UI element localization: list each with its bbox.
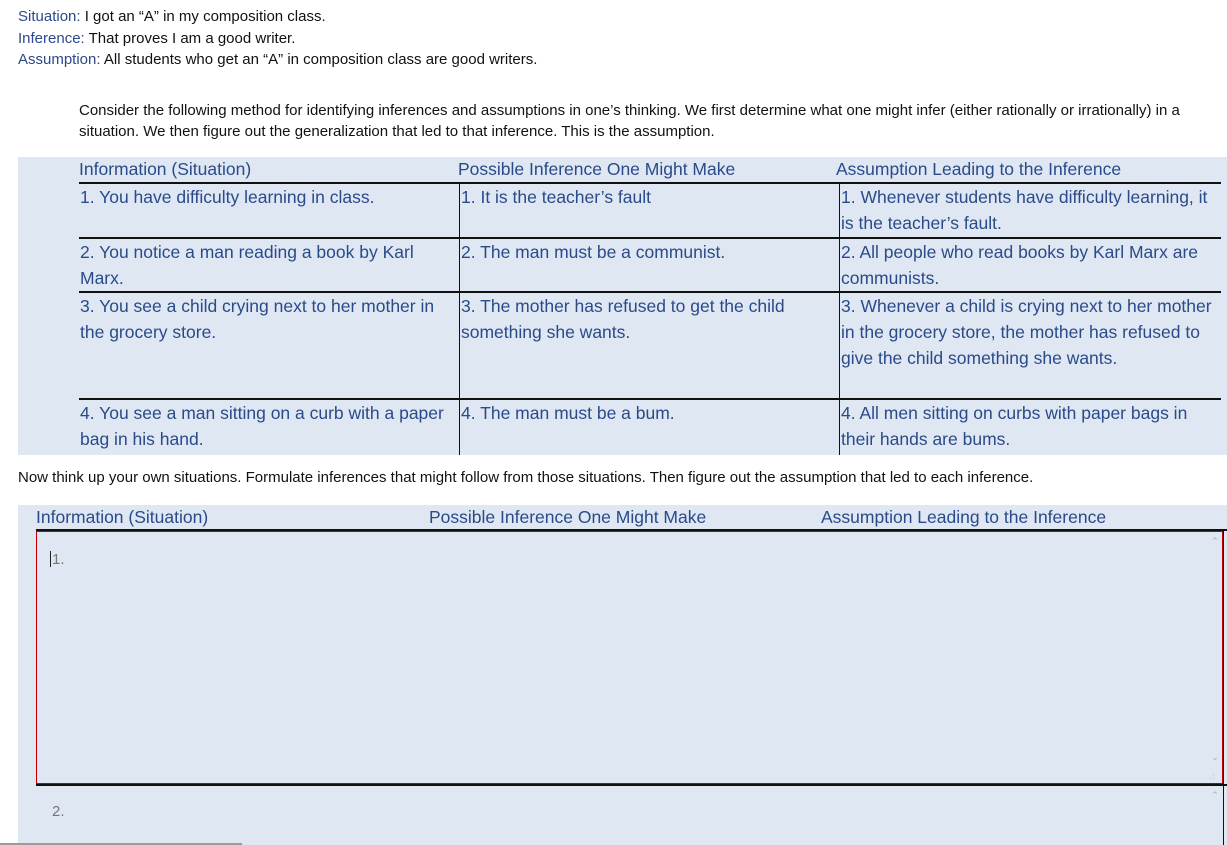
input-header-assumption: Assumption Leading to the Inference bbox=[821, 507, 1107, 527]
resize-grip-icon[interactable]: .: bbox=[1209, 772, 1216, 781]
header-information: Information (Situation) bbox=[79, 159, 252, 179]
example-assumption bbox=[18, 51, 537, 69]
scrollbar[interactable] bbox=[1207, 787, 1223, 845]
instructions-text: Now think up your own situations. Formulate inferences that might follow from those situations. Then figure out the assumption that led to each inference. bbox=[18, 469, 1034, 486]
table-cell: 2. You notice a man reading a book by Karl Marx. bbox=[80, 242, 414, 288]
field-1-number: 1. bbox=[52, 551, 65, 568]
example-situation bbox=[18, 8, 326, 26]
chevron-up-icon[interactable]: ⌃ bbox=[1211, 536, 1219, 546]
situation-label: Situation: bbox=[18, 8, 81, 25]
situation-text: I got an “A” in my composition class. bbox=[80, 8, 326, 25]
table-cell: 1. You have difficulty learning in class. bbox=[80, 187, 375, 207]
intro-paragraph: Consider the following method for identifying inferences and assumptions in one’s thinking. We first determine what one might infer (either rationally or irrationally) in a situation. We then figure out the generalization that led to that inference. This is the assumption. bbox=[79, 102, 1180, 140]
assumption-text: All students who get an “A” in composition class are good writers. bbox=[100, 51, 538, 68]
table-cell: 2. The man must be a communist. bbox=[461, 242, 726, 262]
table-cell: 3. You see a child crying next to her mother in the grocery store. bbox=[80, 296, 435, 342]
response-field-1[interactable] bbox=[36, 531, 1223, 784]
table-cell: 1. It is the teacher’s fault bbox=[461, 187, 652, 207]
inference-label: Inference: bbox=[18, 30, 85, 47]
column-divider bbox=[1223, 531, 1224, 845]
text-caret bbox=[50, 551, 51, 567]
response-field-2[interactable] bbox=[36, 786, 1206, 845]
column-divider bbox=[839, 182, 840, 455]
table-cell: 2. All people who read books by Karl Marx are communists. bbox=[841, 242, 1198, 288]
table-cell: 3. The mother has refused to get the child something she wants. bbox=[461, 296, 785, 342]
chevron-down-icon[interactable]: ⌄ bbox=[1211, 752, 1219, 762]
inference-text: That proves I am a good writer. bbox=[84, 30, 296, 47]
table-cell: 4. The man must be a bum. bbox=[461, 403, 675, 423]
table-cell: 4. All men sitting on curbs with paper bags in their hands are bums. bbox=[841, 403, 1188, 449]
field-2-number: 2. bbox=[52, 803, 65, 820]
header-assumption: Assumption Leading to the Inference bbox=[836, 159, 1122, 179]
column-divider bbox=[459, 182, 460, 455]
scrollbar[interactable] bbox=[1207, 533, 1223, 783]
table-cell: 3. Whenever a child is crying next to her mother in the grocery store, the mother has refused to give the child something she wants. bbox=[841, 296, 1212, 368]
input-header-information: Information (Situation) bbox=[36, 507, 209, 527]
example-inference bbox=[18, 30, 295, 48]
table-cell: 1. Whenever students have difficulty learning, it is the teacher’s fault. bbox=[841, 187, 1208, 233]
assumption-label: Assumption: bbox=[18, 51, 101, 68]
table-cell: 4. You see a man sitting on a curb with a paper bag in his hand. bbox=[80, 403, 444, 449]
input-header-inference: Possible Inference One Might Make bbox=[429, 507, 707, 527]
header-inference: Possible Inference One Might Make bbox=[458, 159, 736, 179]
chevron-up-icon[interactable]: ⌃ bbox=[1211, 790, 1219, 800]
